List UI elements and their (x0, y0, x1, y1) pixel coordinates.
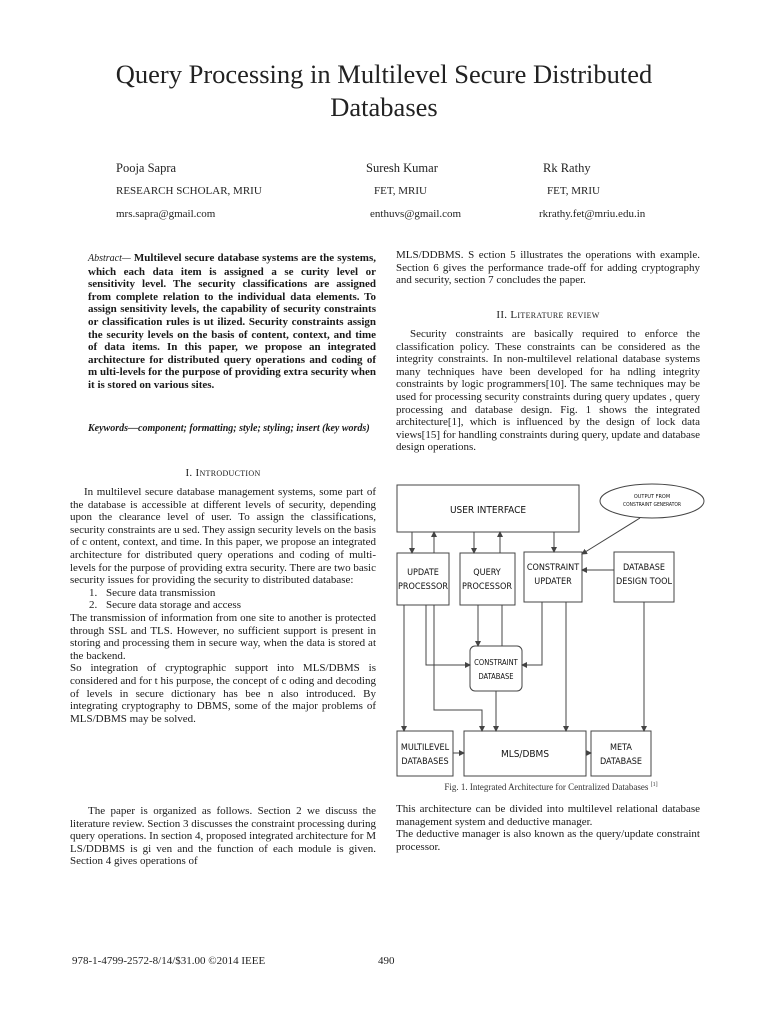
constraint-database-box (470, 646, 522, 691)
architecture-figure (382, 480, 706, 786)
author-email: rkrathy.fet@mriu.edu.in (539, 208, 646, 220)
intro-paragraph-3: So integration of cryptographic support into MLS/DBMS is considered and for t his purpose, the concept of c oding and decoding of levels in secure dictionary has bee n also introduced. By integrating cryptography to DBMS, some of the major problems of MLS/DBMS may be solved. (70, 662, 376, 725)
meta-label-1: META (610, 743, 632, 753)
output-label-2: CONSTRAINT GENERATOR (622, 502, 682, 508)
author-affiliation: FET, MRIU (547, 185, 600, 197)
author-block-3 (539, 161, 646, 230)
intro-paragraph-4: The paper is organized as follows. Section 2 we discuss the literature review. Section 3 discusses the constraint processing during query operations. In section 4, proposed integrated architecture for M LS/DDBMS is gi ven and the function of each module is given. Section 4 gives operations of (70, 805, 376, 868)
section-heading-literature-review: II. Literature review (496, 309, 600, 321)
abstract (88, 252, 376, 392)
organization-paragraph (70, 805, 376, 868)
section-heading-introduction: I. Introduction (185, 467, 261, 479)
meta-database-box (591, 731, 651, 776)
author-name: Suresh Kumar (366, 161, 438, 175)
author-name: Rk Rathy (543, 161, 591, 175)
figure-caption-text: Fig. 1. Integrated Architecture for Centralized Databases (444, 782, 649, 792)
list-item: 2. Secure data storage and access (100, 599, 376, 612)
author-name: Pooja Sapra (116, 161, 177, 175)
connector-generator-to-updater (582, 518, 640, 554)
abstract-text: Multilevel secure database systems are the systems, which each data item is assigned a se curity level or sensitivity level. The security classifications are assigned from complete relation to the individual data elements. To assign sensitivity levels, the capability of security constraints or classification rules is ut ilized. Security constraints assign the security levels on the basis of content, context, and time of data items. In this paper, we propose an integrated architecture for distributed query operations and coding of m ulti-levels for the purpose of providing extra security when it is stored on various sites. (88, 252, 377, 391)
output-label-1: OUTPUT FROM (633, 494, 671, 500)
right-column-bottom (396, 803, 700, 853)
list-item: 1. Secure data transmission (100, 587, 376, 600)
security-issues-list (70, 587, 376, 612)
multilevel-label-2: DATABASES (401, 757, 449, 767)
author-affiliation: RESEARCH SCHOLAR, MRIU (116, 185, 262, 197)
constraint-updater-label-2: UPDATER (534, 577, 572, 587)
update-label-2: PROCESSOR (398, 582, 448, 592)
sections-overview-paragraph: MLS/DDBMS. S ection 5 illustrates the operations with example. Section 6 gives the performance trade-off for adding cryptography and security, section 7 concludes the paper. (396, 249, 700, 287)
footer-copyright: 978-1-4799-2572-8/14/$31.00 ©2014 IEEE (72, 955, 266, 967)
author-affiliation: FET, MRIU (374, 185, 427, 197)
literature-review-body (396, 328, 700, 454)
connector-update-to-constraint-db (426, 605, 470, 665)
meta-label-2: DATABASE (599, 757, 643, 767)
query-processor-box (460, 553, 515, 605)
page-number: 490 (378, 955, 395, 967)
author-email: mrs.sapra@gmail.com (116, 208, 216, 220)
author-block-2 (366, 161, 461, 230)
user-interface-label: USER INTERFACE (449, 505, 527, 516)
connector-updater-to-constraint-db (522, 602, 542, 665)
query-label-2: PROCESSOR (462, 582, 512, 592)
author-block-1 (116, 161, 262, 230)
design-tool-label-2: DESIGN TOOL (616, 577, 672, 587)
introduction-body (70, 486, 376, 725)
design-tool-label-1: DATABASE (622, 563, 666, 573)
connector-update-to-mls (434, 605, 482, 731)
multilevel-databases-box (397, 731, 453, 776)
constraint-db-label-1: CONSTRAINT (474, 658, 518, 667)
architecture-paragraph: This architecture can be divided into multilevel relational database management system and deductive manager. (396, 803, 700, 828)
constraint-generator-output-ellipse (600, 484, 704, 518)
keywords: Keywords—component; formatting; style; styling; insert (key words) (88, 423, 370, 434)
paper-title: Query Processing in Multilevel Secure Distributed Databases (115, 59, 653, 122)
mls-dbms-label: MLS/DBMS (500, 749, 550, 760)
intro-paragraph-2: The transmission of information from one site to another is protected through SSL and TLS. However, no sufficient support is present in storing and processing them in secure way, when the data is stored at the backend. (70, 611, 376, 662)
author-email: enthuvs@gmail.com (370, 208, 462, 220)
update-processor-box (397, 553, 449, 605)
literature-paragraph-1: Security constraints are basically required to enforce the classification policy. These constraints can be considered as the integrity constraints. In non-multilevel relational database systems many techniques have been developed for ha ndling integrity constraints by logic programmers[10]. The same techniques may be used for processing security constraints during query updates , query processing and database design. Fig. 1 shows the integrated architecture[1], which is influenced by the design of lock data views[15] for handling constraints during query, update and database design operations. (396, 328, 700, 454)
multilevel-label-1: MULTILEVEL (400, 743, 450, 753)
constraint-db-label-2: DATABASE (478, 672, 514, 681)
intro-paragraph-1: In multilevel secure database management systems, some part of the database is accessible at different levels of security, depending upon the clearance level of user. To assign the classifications, security constraints are u sed. They assign security levels on the basis of c ontent, context, and time. In this paper, we propose an integrated architecture for distributed query operations and coding of multi-levels for the purpose of providing extra security. There are two basic security issues for providing the security to distributed database: (70, 486, 376, 587)
right-column-top (396, 249, 700, 287)
query-label-1: QUERY (473, 568, 501, 578)
update-label-1: UPDATE (407, 568, 439, 578)
figure-caption (396, 782, 706, 792)
constraint-updater-label-1: CONSTRAINT (526, 563, 580, 573)
figure-caption-ref: [1] (650, 782, 658, 788)
deductive-manager-paragraph: The deductive manager is also known as the query/update constraint processor. (396, 828, 700, 853)
abstract-label: Abstract— (88, 253, 131, 264)
